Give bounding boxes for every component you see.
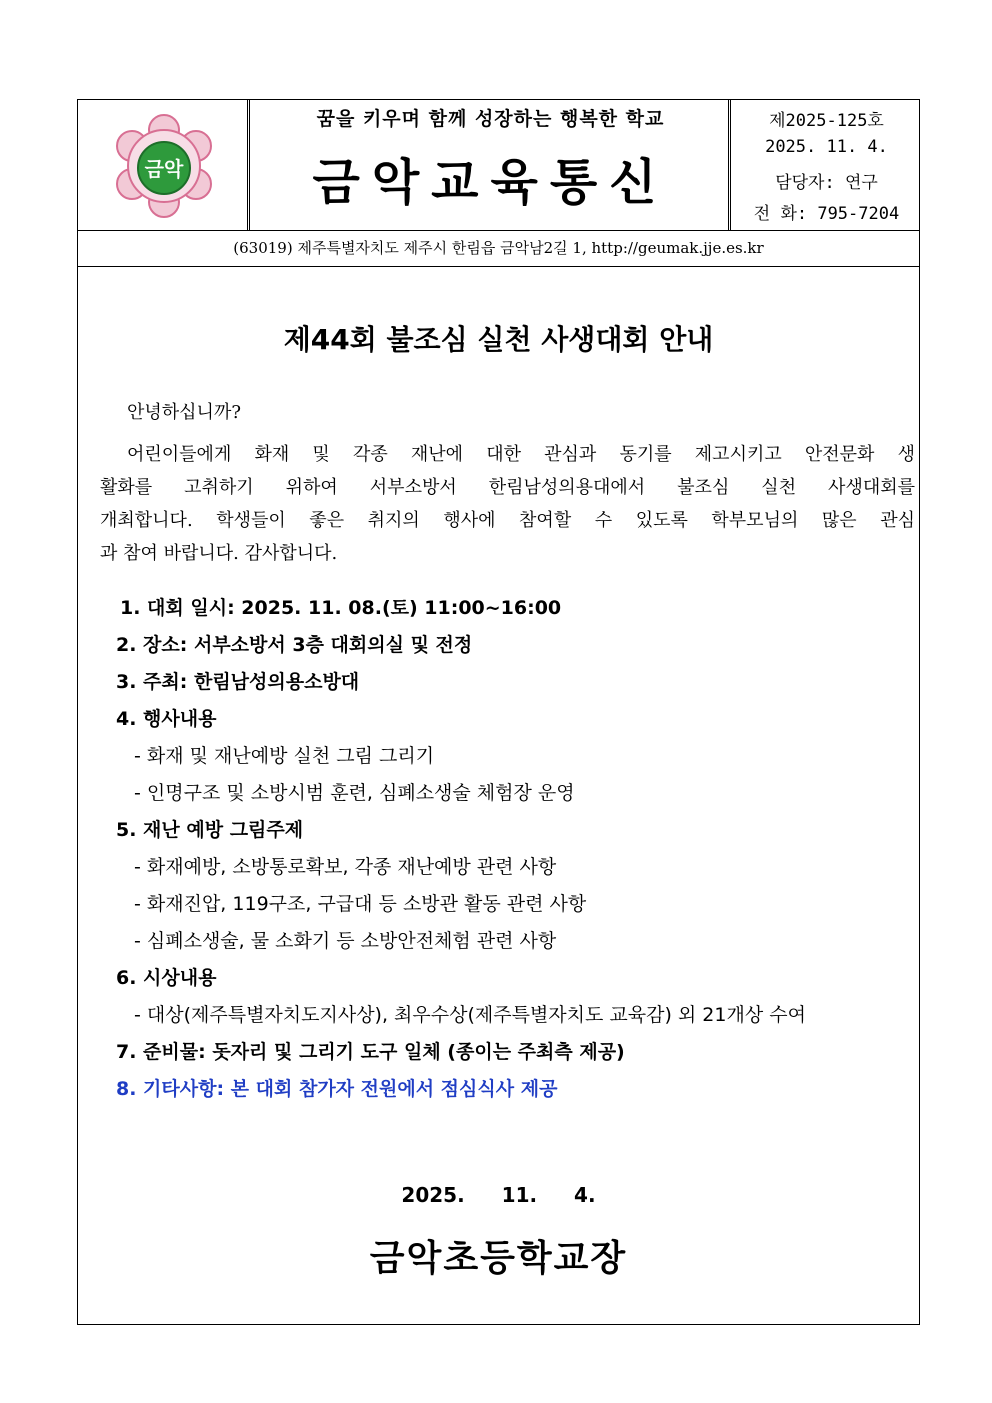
issue-info-cell — [734, 100, 919, 230]
item-5: 5. 재난 예방 그림주제 — [116, 819, 304, 841]
item-5-sub: - 화재진압, 119구조, 구급대 등 소방관 활동 관련 사항 — [134, 893, 587, 915]
item-1: 1. 대회 일시: 2025. 11. 08.(토) 11:00~16:00 — [120, 597, 562, 619]
item-4-sub: - 화재 및 재난예방 실천 그림 그리기 — [134, 745, 435, 767]
school-emblem-icon — [112, 114, 216, 218]
body-line: 과 참여 바랍니다. 감사합니다. — [100, 543, 338, 564]
principal-signature: 금악초등학교장 — [369, 1238, 628, 1279]
title-cell — [253, 100, 731, 230]
item-5-sub: - 화재예방, 소방통로확보, 각종 재난예방 관련 사항 — [134, 856, 557, 878]
item-6-sub: - 대상(제주특별자치도지사상), 최우수상(제주특별자치도 교육감) 외 21개상 수여 — [134, 1004, 806, 1026]
greeting: 안녕하십니까? — [127, 402, 241, 423]
publication-name: 금악교육통신 — [312, 154, 669, 211]
item-3: 3. 주최: 한림남성의용소방대 — [116, 671, 360, 693]
issue-number: 제2025-125호 — [769, 111, 884, 131]
footer-date: 2025. 11. 4. — [401, 1183, 596, 1207]
item-4: 4. 행사내용 — [116, 708, 217, 730]
item-2: 2. 장소: 서부소방서 3층 대회의실 및 전정 — [116, 634, 473, 656]
item-6: 6. 시상내용 — [116, 967, 217, 989]
document-title: 제44회 불조심 실천 사생대회 안내 — [283, 323, 714, 356]
address-line: (63019) 제주특별자치도 제주시 한림읍 금악남2길 1, http://geumak.jje.es.kr — [78, 230, 919, 267]
logo-text: 금악 — [144, 157, 184, 181]
item-8: 8. 기타사항: 본 대회 참가자 전원에서 점심식사 제공 — [116, 1078, 558, 1100]
manager: 담당자: 연구 — [775, 173, 878, 193]
item-5-sub: - 심폐소생술, 물 소화기 등 소방안전체험 관련 사항 — [134, 930, 557, 952]
body-line: 개최합니다. 학생들이 좋은 취지의 행사에 참여할 수 있도록 학부모님의 많은 관심 — [100, 510, 915, 531]
newsletter-header — [78, 100, 919, 230]
document-frame — [77, 99, 920, 1325]
issue-date: 2025. 11. 4. — [765, 137, 888, 157]
school-motto: 꿈을 키우며 함께 성장하는 행복한 학교 — [316, 108, 665, 130]
body-line: 활화를 고취하기 위하여 서부소방서 한림남성의용대에서 불조심 실천 사생대회를 — [100, 477, 915, 498]
body-line: 어린이들에게 화재 및 각종 재난에 대한 관심과 동기를 제고시키고 안전문화 생 — [127, 444, 915, 465]
item-7: 7. 준비물: 돗자리 및 그리기 도구 일체 (종이는 주최측 제공) — [116, 1041, 625, 1063]
phone: 전 화: 795-7204 — [753, 204, 900, 224]
item-4-sub: - 인명구조 및 소방시범 훈련, 심폐소생술 체험장 운영 — [134, 782, 575, 804]
logo-cell — [78, 100, 250, 230]
